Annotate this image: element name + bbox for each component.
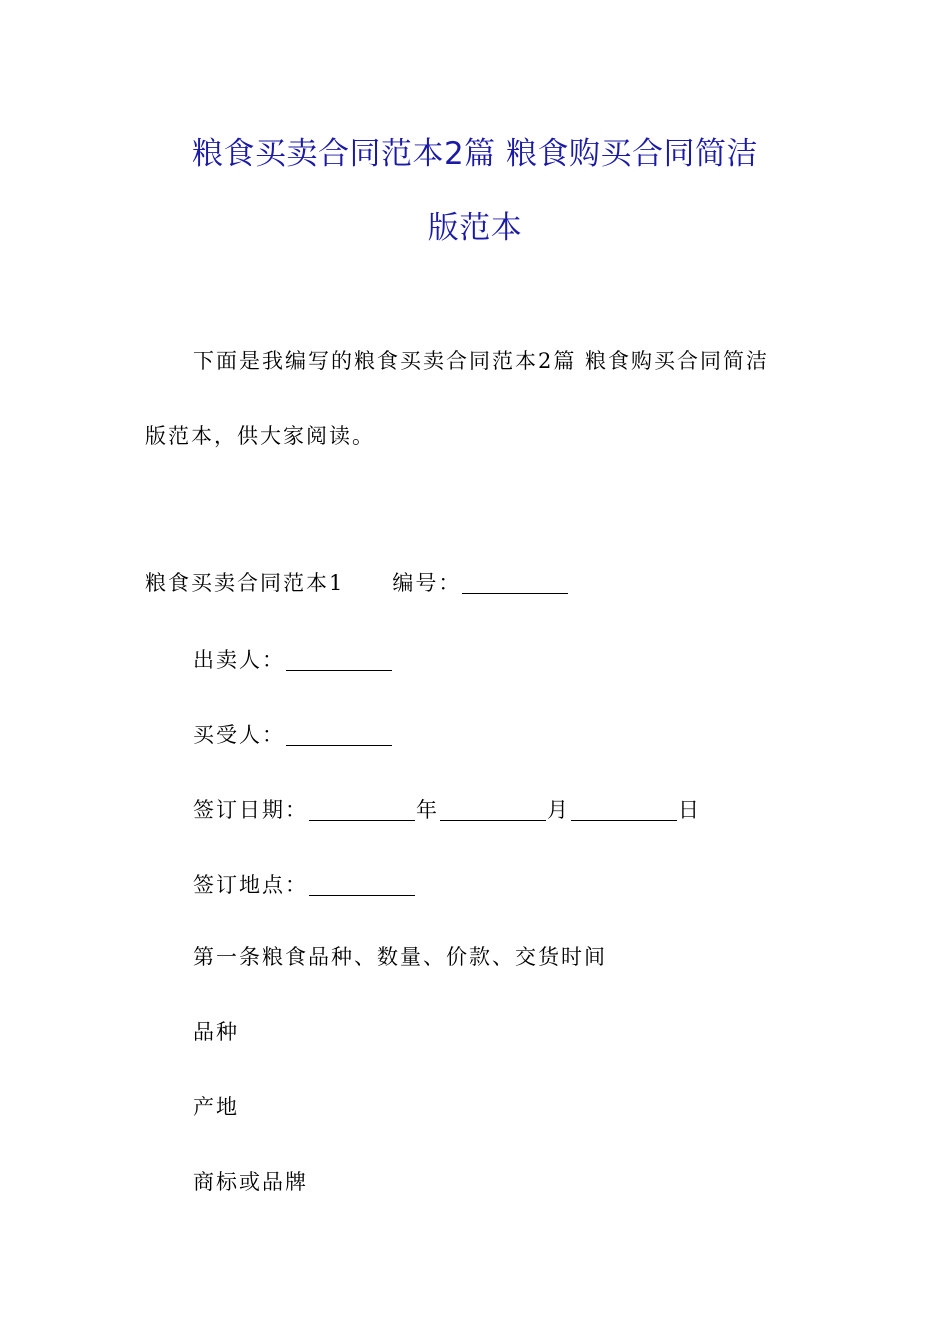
intro-paragraph-line-1: 下面是我编写的粮食买卖合同范本2篇 粮食购买合同简洁 xyxy=(193,349,770,373)
seller-blank xyxy=(286,648,392,671)
contract-heading-row xyxy=(145,568,569,598)
buyer-label: 买受人： xyxy=(193,723,285,747)
number-blank xyxy=(462,571,568,594)
buyer-blank xyxy=(286,723,392,746)
sign-place-row xyxy=(193,870,416,900)
brand-label: 商标或品牌 xyxy=(193,1170,308,1194)
seller-label: 出卖人： xyxy=(193,648,285,672)
year-label: 年 xyxy=(416,798,439,822)
seller-row xyxy=(193,645,393,675)
month-blank xyxy=(440,798,546,821)
sign-place-blank xyxy=(309,873,415,896)
intro-paragraph-line-2: 版范本，供大家阅读。 xyxy=(145,424,375,448)
buyer-row xyxy=(193,720,393,750)
contract-heading: 粮食买卖合同范本1 xyxy=(145,571,345,595)
year-blank xyxy=(309,798,415,821)
day-blank xyxy=(571,798,677,821)
sign-date-row xyxy=(193,795,701,825)
document-title-line-1: 粮食买卖合同范本2篇 粮食购买合同简洁 xyxy=(191,136,759,172)
sign-date-label: 签订日期： xyxy=(193,798,308,822)
sign-place-label: 签订地点： xyxy=(193,873,308,897)
article-1-title: 第一条粮食品种、数量、价款、交货时间 xyxy=(193,945,607,969)
day-label: 日 xyxy=(678,798,701,822)
month-label: 月 xyxy=(547,798,570,822)
variety-label: 品种 xyxy=(193,1020,239,1044)
origin-label: 产地 xyxy=(193,1095,239,1119)
document-title-line-2: 版范本 xyxy=(427,210,523,246)
number-label: 编号： xyxy=(392,571,462,595)
